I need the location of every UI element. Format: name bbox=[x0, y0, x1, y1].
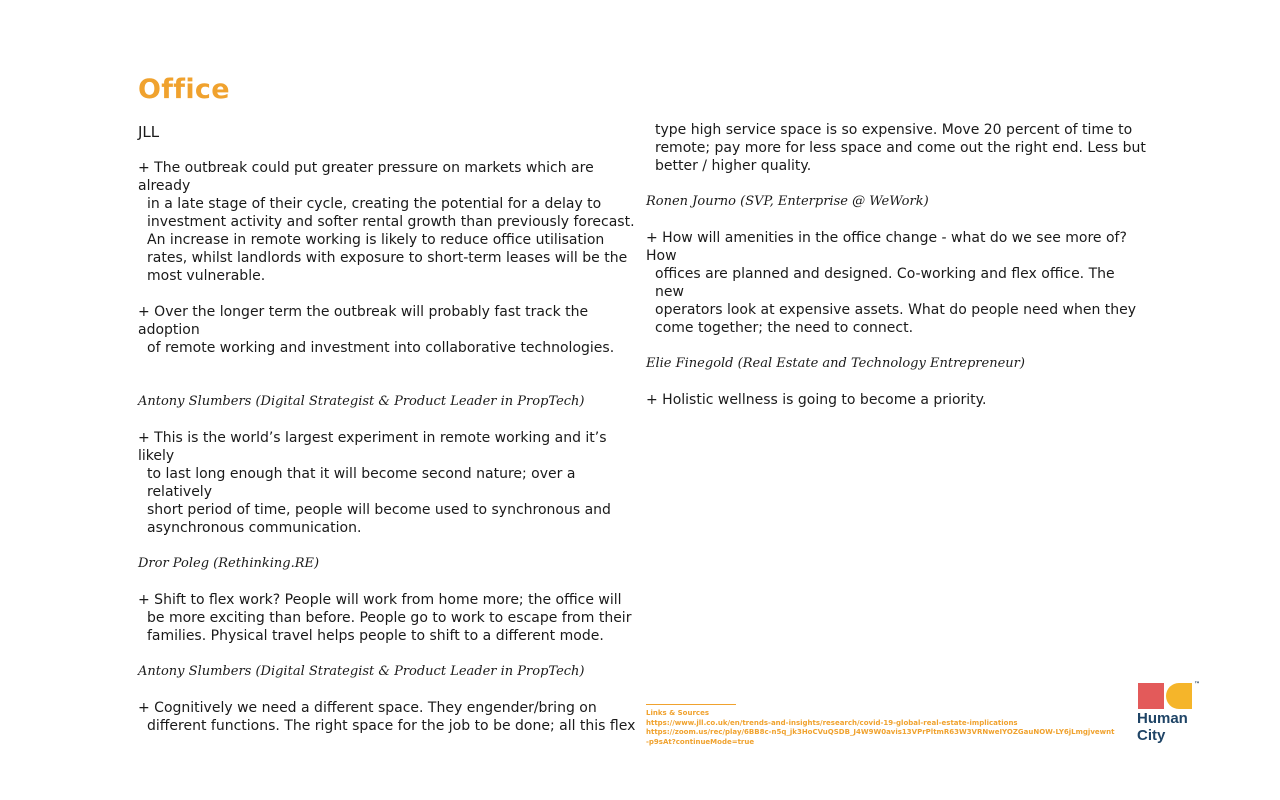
bullet-line: operators look at expensive assets. What do people need when they bbox=[655, 302, 1137, 318]
bullet-jll-2 bbox=[138, 303, 638, 357]
bullet-line: + Shift to flex work? People will work from home more; the office will bbox=[138, 592, 622, 608]
bullet-line: most vulnerable. bbox=[147, 268, 266, 284]
bullet-line: short period of time, people will become used to synchronous and bbox=[147, 502, 611, 518]
bullet-line: different functions. The right space for the job to be done; all this flex bbox=[147, 718, 636, 734]
bullet-line: come together; the need to connect. bbox=[655, 320, 914, 336]
bullet-slumbers-2 bbox=[138, 699, 638, 735]
logo-wordmark-line1: Human bbox=[1137, 710, 1188, 727]
logo-wordmark-line2: City bbox=[1137, 727, 1166, 744]
bullet-jll-1 bbox=[138, 159, 638, 285]
source-heading-jll: JLL bbox=[138, 123, 160, 141]
bullet-line: + How will amenities in the office change - what do we see more of? How bbox=[646, 230, 1127, 264]
logo-yellow-shape bbox=[1166, 683, 1192, 709]
links-and-sources bbox=[646, 704, 1116, 747]
bullet-line: + This is the world’s largest experiment in remote working and it’s likely bbox=[138, 430, 607, 464]
bullet-finegold-1 bbox=[646, 391, 1146, 409]
bullet-line: + Cognitively we need a different space. They engender/bring on bbox=[138, 700, 597, 716]
bullet-line: to last long enough that it will become second nature; over a relatively bbox=[147, 466, 576, 500]
attribution-journo: Ronen Journo (SVP, Enterprise @ WeWork) bbox=[646, 194, 929, 209]
left-column bbox=[138, 121, 638, 735]
bullet-line: rates, whilst landlords with exposure to short-term leases will be the bbox=[147, 250, 628, 266]
logo-trademark: ™ bbox=[1194, 681, 1200, 688]
bullet-line: investment activity and softer rental growth than previously forecast. bbox=[147, 214, 635, 230]
logo-red-square bbox=[1138, 683, 1164, 709]
page-title: Office bbox=[138, 74, 230, 105]
bullet-slumbers-1 bbox=[138, 429, 638, 537]
footer-divider bbox=[646, 704, 736, 705]
bullet-line: offices are planned and designed. Co-working and flex office. The new bbox=[655, 266, 1115, 300]
bullet-line: asynchronous communication. bbox=[147, 520, 362, 536]
bullet-line: + Holistic wellness is going to become a priority. bbox=[646, 392, 987, 408]
bullet-line: An increase in remote working is likely to reduce office utilisation bbox=[147, 232, 605, 248]
bullet-line: + The outbreak could put greater pressure on markets which are already bbox=[138, 160, 594, 194]
bullet-poleg-1 bbox=[138, 591, 638, 645]
attribution-slumbers: Antony Slumbers (Digital Strategist & Product Leader in PropTech) bbox=[138, 394, 585, 409]
bullet-line: + Over the longer term the outbreak will probably fast track the adoption bbox=[138, 304, 589, 338]
right-column bbox=[646, 121, 1146, 409]
source-link-jll[interactable]: https://www.jll.co.uk/en/trends-and-insights/research/covid-19-global-real-estate-implications bbox=[646, 718, 1018, 727]
logo-mark bbox=[1137, 682, 1203, 709]
attribution-slumbers-2: Antony Slumbers (Digital Strategist & Product Leader in PropTech) bbox=[138, 664, 585, 679]
bullet-line: remote; pay more for less space and come out the right end. Less but bbox=[655, 140, 1146, 156]
bullet-line: of remote working and investment into collaborative technologies. bbox=[147, 340, 615, 356]
source-link-zoom[interactable]: https://zoom.us/rec/play/6BB8c-n5q_jk3HoCVuQSDB_J4W9W0avis13VPrPltmR63W3VRNweIYOZGauNOW-LY6jLmgjvewnt-p9sAt?continueMode=true bbox=[646, 728, 1115, 746]
attribution-poleg: Dror Poleg (Rethinking.RE) bbox=[138, 556, 320, 571]
bullet-line: type high service space is so expensive. Move 20 percent of time to bbox=[655, 122, 1133, 138]
attribution-finegold: Elie Finegold (Real Estate and Technology Entrepreneur) bbox=[646, 356, 1025, 371]
human-city-logo bbox=[1137, 682, 1203, 746]
bullet-continuation bbox=[646, 121, 1146, 175]
bullet-line: be more exciting than before. People go to work to escape from their bbox=[147, 610, 632, 626]
bullet-line: families. Physical travel helps people to shift to a different mode. bbox=[147, 628, 604, 644]
links-heading: Links & Sources bbox=[646, 709, 709, 717]
bullet-line: better / higher quality. bbox=[655, 158, 812, 174]
bullet-journo-1 bbox=[646, 229, 1146, 337]
bullet-line: in a late stage of their cycle, creating the potential for a delay to bbox=[147, 196, 602, 212]
